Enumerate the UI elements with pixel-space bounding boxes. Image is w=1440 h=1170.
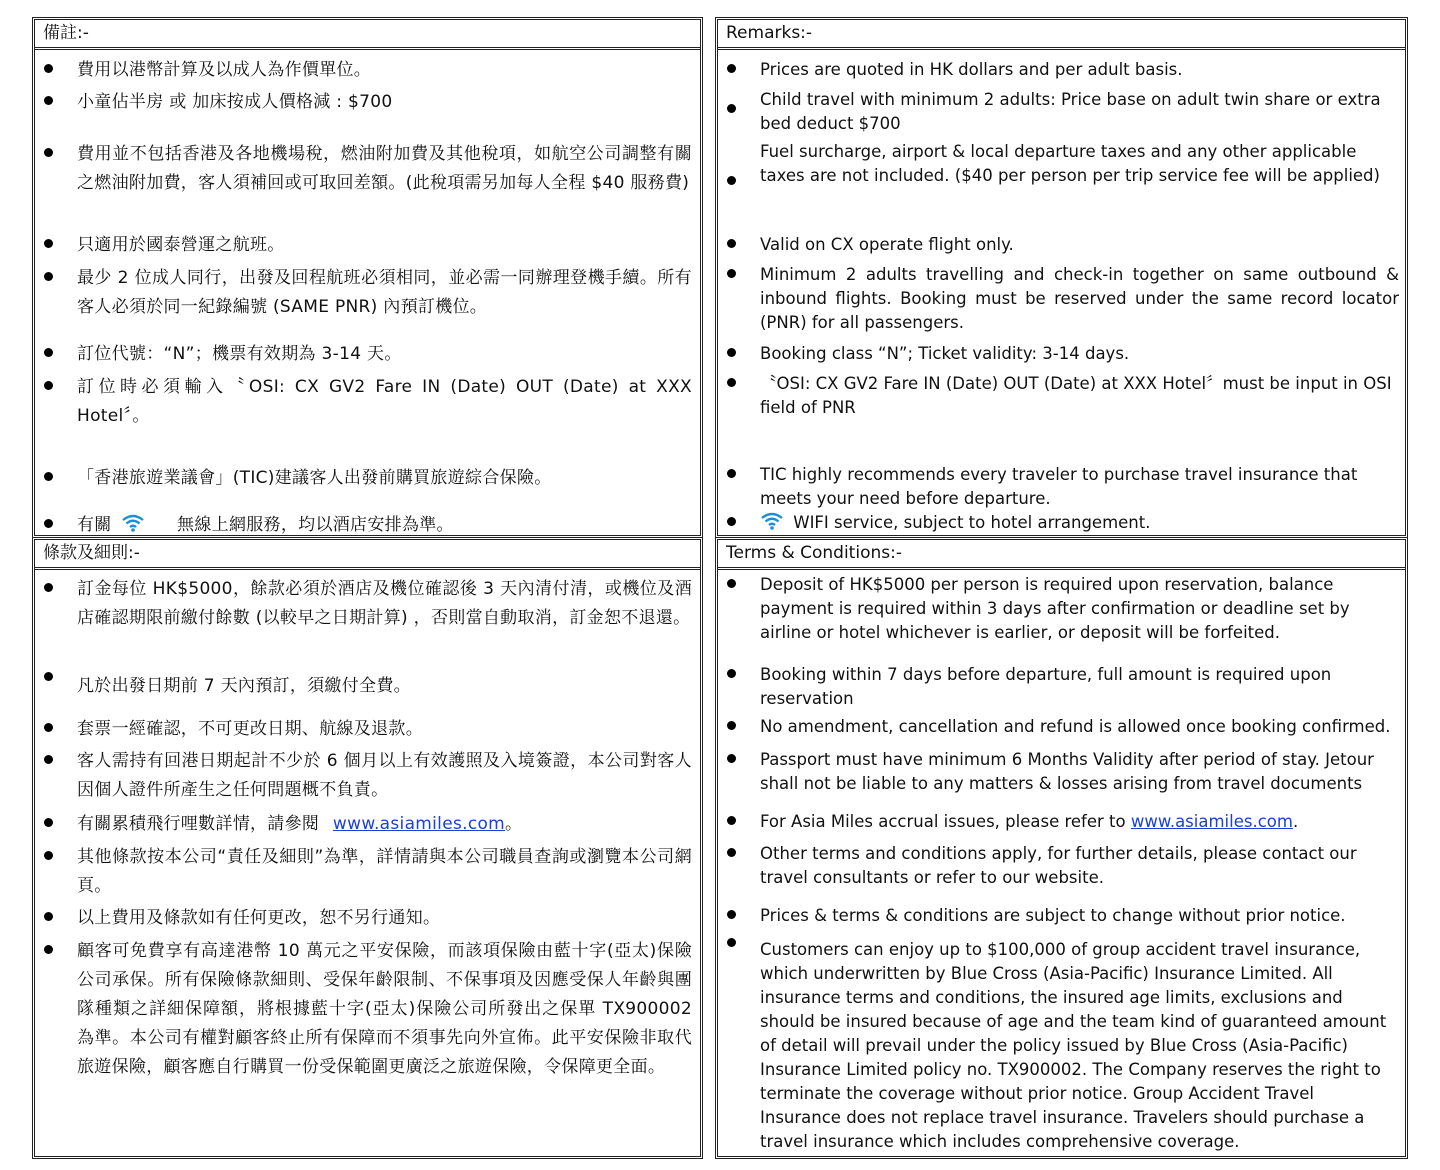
bullet-icon bbox=[44, 672, 53, 681]
bullet-icon bbox=[727, 910, 736, 919]
terms-document bbox=[32, 15, 1408, 1161]
bullet-icon bbox=[44, 945, 53, 954]
bullet-icon bbox=[44, 381, 53, 390]
bullet-icon bbox=[727, 348, 736, 357]
asiamiles-link[interactable]: www.asiamiles.com bbox=[1130, 812, 1293, 831]
bullet-icon bbox=[44, 239, 53, 248]
bullet-icon bbox=[44, 148, 53, 157]
bullet-icon bbox=[727, 64, 736, 73]
asiamiles-link[interactable]: www.asiamiles.com bbox=[332, 814, 506, 834]
bullet-icon bbox=[727, 754, 736, 763]
bullet-icon bbox=[44, 912, 53, 921]
bullet-icon bbox=[44, 755, 53, 764]
bullet-icon bbox=[44, 851, 53, 860]
bullet-icon bbox=[727, 517, 736, 526]
bullet-icon bbox=[727, 938, 736, 947]
bullet-icon bbox=[44, 64, 53, 73]
bullet-icon bbox=[727, 669, 736, 678]
bullet-icon bbox=[727, 269, 736, 278]
terms-en-header: Terms & Conditions:- bbox=[718, 540, 1405, 570]
terms-zh-section: 條款及細則:- 訂金每位 HK$5000，餘款必須於酒店及機位確認後 3 天內清付清，或機位及酒店確認期限前繳付餘數 (以較早之日期計算) ，否則當自動取消，訂金恕不退還。 凡於出發日期前 7 天內預訂，須繳付全費。 套票一經確認，不可更改日期、航線及退款。 客人需持有回港日期起計不少於 6 個月以上有效護照及入境簽證，本公司對客人因個人證件所產生之任何問題概不負責。 有關累積飛行哩數詳情，請參閱 www.asiamiles.com。 其他條款按本公司“責任及細則”為準，詳情請與本公司職員查詢或瀏覽本公司網頁。 以上費用及條款如有任何更改，恕不另行通知。 顧客可免費享有高達港幣 10 萬元之平安保險，而該項保險由藍十字(亞太)保險公司承保。所有保險條款細則、受保年齡限制、不保事項及因應受保人年齡與團隊種類之詳細保障額，將根據藍十字(亞太)保險公司所發出之保單 TX900002 為準。本公司有權對顧客終止所有保障而不須事先向外宣佈。此平安保險非取代旅遊保險，顧客應自行購買一份受保範圍更廣泛之旅遊保險，令保障更全面。 bbox=[32, 537, 703, 1159]
bullet-icon bbox=[44, 272, 53, 281]
bullet-icon bbox=[727, 848, 736, 857]
remarks-en-header: Remarks:- bbox=[718, 20, 1405, 50]
bullet-icon bbox=[44, 348, 53, 357]
bullet-icon bbox=[44, 818, 53, 827]
bullet-icon bbox=[727, 816, 736, 825]
wifi-icon bbox=[760, 512, 784, 530]
bullet-icon bbox=[727, 721, 736, 730]
bullet-icon bbox=[44, 519, 53, 528]
bullet-icon bbox=[727, 469, 736, 478]
bullet-icon bbox=[727, 239, 736, 248]
remarks-zh-section: 備註:- 費用以港幣計算及以成人為作價單位。 小童佔半房 或 加床按成人價格減 : $700 費用並不包括香港及各地機場稅，燃油附加費及其他稅項，如航空公司調整有關之燃油附加費，客人須補回或可取回差額。(此稅項需另加每人全程 $40 服務費) 只適用於國泰營運之航班。 最少 2 位成人同行，出發及回程航班必須相同，並必需一同辦理登機手續。所有客人必須於同一紀錄編號 (SAME PNR) 內預訂機位。 訂位代號：“N”；機票有效期為 3-14 天。 訂位時必須輸入〝OSI: CX GV2 Fare IN (Date) OUT (Date) at XXX Hotel〞。 「香港旅遊業議會」(TIC)建議客人出發前購買旅遊綜合保險。 有關 無線上網服務，均以酒店安排為準。 bbox=[32, 17, 703, 538]
terms-en-section: Terms & Conditions:- Deposit of HK$5000 per person is required upon reservation, balance payment is required within 3 days after confirmation or deadline set by airline or hotel whichever is earlier, or deposit will be forfeited. Booking within 7 days before departure, full amount is required upon reservation No amendment, cancellation and refund is allowed once booking confirmed. Passport must have minimum 6 Months Validity after period of stay. Jetour shall not be liable to any matters & losses arising from travel documents For Asia Miles accrual issues, please refer to www.asiamiles.com. Other terms and conditions apply, for further details, please contact our travel consultants or refer to our website. Prices & terms & conditions are subject to change without prior notice. Customers can enjoy up to $100,000 of group accident travel insurance, which underwritten by Blue Cross (Asia-Pacific) Insurance Limited. All insurance terms and conditions, the insured age limits, exclusions and should be insured because of age and the team kind of guaranteed amount of detail will prevail under the policy issued by Blue Cross (Asia-Pacific) Insurance Limited policy no. TX900002. The Company reserves the right to terminate the coverage without prior notice. Group Accident Travel Insurance does not replace travel insurance. Travelers should purchase a travel insurance which includes comprehensive coverage. bbox=[715, 537, 1408, 1159]
remarks-zh-header: 備註:- bbox=[35, 20, 700, 50]
bullet-icon bbox=[44, 583, 53, 592]
bullet-icon bbox=[727, 579, 736, 588]
remarks-en-section: Remarks:- Prices are quoted in HK dollars and per adult basis. Child travel with minimum 2 adults: Price base on adult twin share or extra bed deduct $700 Fuel surcharge, airport & local departure taxes and any other applicable taxes are not included. ($40 per person per trip service fee will be applied) Valid on CX operate flight only. Minimum 2 adults travelling and check-in together on same outbound & inbound flights. Booking must be reserved under the same record locator (PNR) for all passengers. Booking class “N”; Ticket validity: 3-14 days. 〝OSI: CX GV2 Fare IN (Date) OUT (Date) at XXX Hotel〞must be input in OSI field of PNR TIC highly recommends every traveler to purchase travel insurance that meets your need before departure. WIFI service, subject to hotel arrangement. bbox=[715, 17, 1408, 538]
bullet-icon bbox=[727, 176, 736, 185]
terms-zh-header: 條款及細則:- bbox=[35, 540, 700, 570]
wifi-icon bbox=[121, 514, 145, 532]
bullet-icon bbox=[44, 96, 53, 105]
bullet-icon bbox=[727, 378, 736, 387]
bullet-icon bbox=[44, 472, 53, 481]
bullet-icon bbox=[727, 104, 736, 113]
bullet-icon bbox=[44, 723, 53, 732]
